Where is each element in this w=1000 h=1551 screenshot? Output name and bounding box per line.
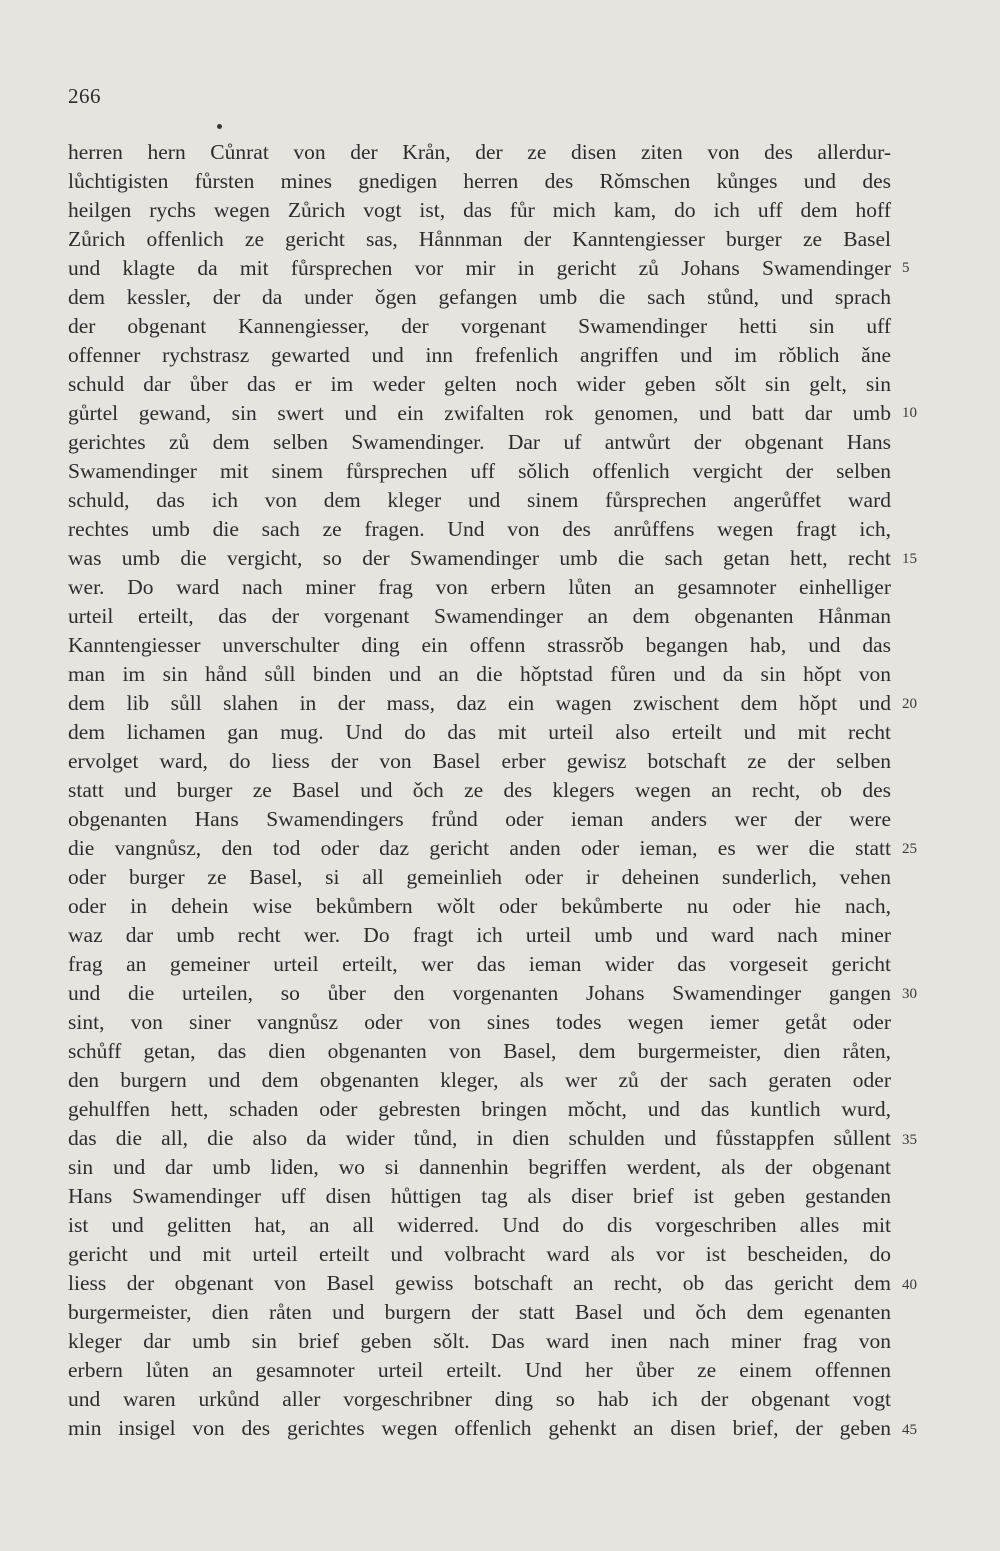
- text-line: burgermeister, dien råten und burgern der statt Basel und ǒch dem egenanten: [68, 1300, 891, 1324]
- page-number: 266: [68, 84, 101, 108]
- text-line: sin und dar umb liden, wo si dannenhin begriffen werdent, als der obgenant: [68, 1155, 891, 1179]
- text-line: urteil erteilt, das der vorgenant Swamendinger an dem obgenanten Hånman: [68, 604, 891, 628]
- line-number: 35: [902, 1131, 917, 1148]
- line-number: 20: [902, 695, 917, 712]
- text-line: erbern lůten an gesamnoter urteil erteilt. Und her ůber ze einem offennen: [68, 1358, 891, 1382]
- text-line: man im sin hånd sůll binden und an die hǒptstad fůren und da sin hǒpt von: [68, 662, 891, 686]
- text-line: frag an gemeiner urteil erteilt, wer das ieman wider das vorgeseit gericht: [68, 952, 891, 976]
- text-line: heilgen rychs wegen Zůrich vogt ist, das fůr mich kam, do ich uff dem hoff: [68, 198, 891, 222]
- line-number: 5: [902, 260, 910, 277]
- line-number: 30: [902, 986, 917, 1003]
- text-line: ist und gelitten hat, an all widerred. Und do dis vorgeschriben alles mit: [68, 1213, 891, 1237]
- text-line: gericht und mit urteil erteilt und volbracht ward als vor ist bescheiden, do: [68, 1242, 891, 1266]
- text-line: was umb die vergicht, so der Swamendinger umb die sach getan hett, recht: [68, 546, 891, 570]
- text-line: gerichtes zů dem selben Swamendinger. Dar uf antwůrt der obgenant Hans: [68, 430, 891, 454]
- text-line: herren hern Cůnrat von der Krån, der ze disen ziten von des allerdur-: [68, 140, 891, 164]
- text-line: dem lichamen gan mug. Und do das mit urteil also erteilt und mit recht: [68, 720, 891, 744]
- text-line: kleger dar umb sin brief geben sǒlt. Das ward inen nach miner frag von: [68, 1329, 891, 1353]
- text-line: gehulffen hett, schaden oder gebresten bringen mǒcht, und das kuntlich wurd,: [68, 1097, 891, 1121]
- line-number: 15: [902, 550, 917, 567]
- text-line: sint, von siner vangnůsz oder von sines todes wegen iemer getåt oder: [68, 1010, 891, 1034]
- line-number: 10: [902, 405, 917, 422]
- text-line: dem kessler, der da under ǒgen gefangen umb die sach stůnd, und sprach: [68, 285, 891, 309]
- text-line: gůrtel gewand, sin swert und ein zwifalten rok genomen, und batt dar umb: [68, 401, 891, 425]
- text-line: wer. Do ward nach miner frag von erbern lůten an gesamnoter einhelliger: [68, 575, 891, 599]
- text-line: Swamendinger mit sinem fůrsprechen uff sǒlich offenlich vergicht der selben: [68, 459, 891, 483]
- line-number: 40: [902, 1276, 917, 1293]
- text-line: obgenanten Hans Swamendingers frůnd oder ieman anders wer der were: [68, 807, 891, 831]
- ink-dot: [217, 124, 222, 129]
- text-line: die vangnůsz, den tod oder daz gericht anden oder ieman, es wer die statt: [68, 836, 891, 860]
- line-number: 45: [902, 1422, 917, 1439]
- text-line: schuld, das ich von dem kleger und sinem fůrsprechen angerůffet ward: [68, 488, 891, 512]
- text-line: Kanntengiesser unverschulter ding ein offenn strassrǒb begangen hab, und das: [68, 633, 891, 657]
- text-line: schuld dar ůber das er im weder gelten noch wider geben sǒlt sin gelt, sin: [68, 372, 891, 396]
- text-line: und die urteilen, so ůber den vorgenanten Johans Swamendinger gangen: [68, 981, 891, 1005]
- line-number: 25: [902, 841, 917, 858]
- text-line: waz dar umb recht wer. Do fragt ich urteil umb und ward nach miner: [68, 923, 891, 947]
- text-line: oder burger ze Basel, si all gemeinlieh oder ir deheinen sunderlich, vehen: [68, 865, 891, 889]
- body-text: [68, 138, 891, 1443]
- text-line: oder in dehein wise bekůmbern wǒlt oder bekůmberte nu oder hie nach,: [68, 894, 891, 918]
- text-line: und waren urkůnd aller vorgeschribner ding so hab ich der obgenant vogt: [68, 1387, 891, 1411]
- text-line: offenner rychstrasz gewarted und inn frefenlich angriffen und im rǒblich ǎne: [68, 343, 891, 367]
- text-line: der obgenant Kannengiesser, der vorgenant Swamendinger hetti sin uff: [68, 314, 891, 338]
- text-line: schůff getan, das dien obgenanten von Basel, dem burgermeister, dien råten,: [68, 1039, 891, 1063]
- text-line: das die all, die also da wider tůnd, in dien schulden und fůsstappfen sůllent: [68, 1126, 891, 1150]
- text-line: ervolget ward, do liess der von Basel erber gewisz botschaft ze der selben: [68, 749, 891, 773]
- text-line: lůchtigisten fůrsten mines gnedigen herren des Rǒmschen kůnges und des: [68, 169, 891, 193]
- text-line: min insigel von des gerichtes wegen offenlich gehenkt an disen brief, der geben: [68, 1416, 891, 1440]
- text-line: liess der obgenant von Basel gewiss botschaft an recht, ob das gericht dem: [68, 1271, 891, 1295]
- text-line: dem lib sůll slahen in der mass, daz ein wagen zwischent dem hǒpt und: [68, 691, 891, 715]
- text-line: Zůrich offenlich ze gericht sas, Hånnman der Kanntengiesser burger ze Basel: [68, 227, 891, 251]
- text-line: den burgern und dem obgenanten kleger, als wer zů der sach geraten oder: [68, 1068, 891, 1092]
- text-line: statt und burger ze Basel und ǒch ze des klegers wegen an recht, ob des: [68, 778, 891, 802]
- text-line: rechtes umb die sach ze fragen. Und von des anrůffens wegen fragt ich,: [68, 517, 891, 541]
- text-line: und klagte da mit fůrsprechen vor mir in gericht zů Johans Swamendinger: [68, 256, 891, 280]
- text-line: Hans Swamendinger uff disen hůttigen tag als diser brief ist geben gestanden: [68, 1184, 891, 1208]
